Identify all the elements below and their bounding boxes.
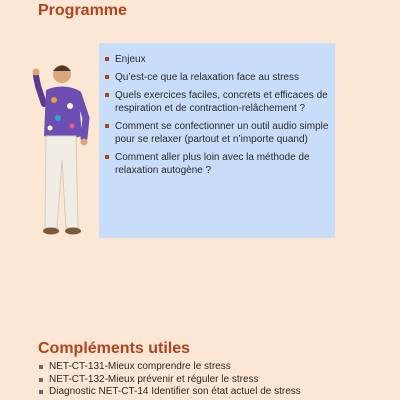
programme-item: [102, 120, 329, 146]
programme-item-text: Comment aller plus loin avec la méthode de relaxation autogène ?: [115, 152, 310, 176]
complement-item-text: NET-CT-131-Mieux comprendre le stress: [49, 361, 231, 372]
complement-item[interactable]: [38, 361, 378, 374]
programme-item-text: Qu’est-ce que la relaxation face au stress: [115, 72, 299, 83]
programme-item-text: Quels exercices faciles, concrets et efficaces de respiration et de contraction-relâchement ?: [115, 90, 328, 114]
programme-item-text: Comment se confectionner un outil audio simple pour se relaxer (partout et n’importe quand): [115, 121, 329, 145]
programme-item-text: Enjeux: [115, 54, 146, 65]
programme-item: [102, 53, 329, 66]
bullet-icon: [105, 93, 109, 97]
complement-item-text: Diagnostic NET-CT-14 Identifier son état actuel de stress: [49, 386, 301, 397]
complement-item-text: NET-CT-132-Mieux prévenir et réguler le stress: [49, 373, 259, 385]
complement-item[interactable]: [38, 386, 378, 399]
bullet-icon: [39, 365, 43, 369]
programme-item: [102, 89, 329, 115]
page-title: Programme: [38, 2, 127, 19]
bullet-icon: [105, 75, 109, 79]
bullet-icon: [39, 390, 43, 394]
programme-box: [99, 43, 335, 238]
programme-item: [102, 151, 329, 177]
presenter-man-icon: [30, 56, 92, 246]
bullet-icon: [105, 155, 109, 159]
bullet-icon: [105, 124, 109, 128]
bullet-icon: [39, 378, 43, 382]
bullet-icon: [105, 57, 109, 61]
programme-item: [102, 71, 329, 84]
programme-list: [102, 53, 329, 177]
complements-title: Compléments utiles: [38, 340, 191, 357]
complement-item[interactable]: [38, 374, 378, 387]
complements-list: [38, 361, 378, 399]
